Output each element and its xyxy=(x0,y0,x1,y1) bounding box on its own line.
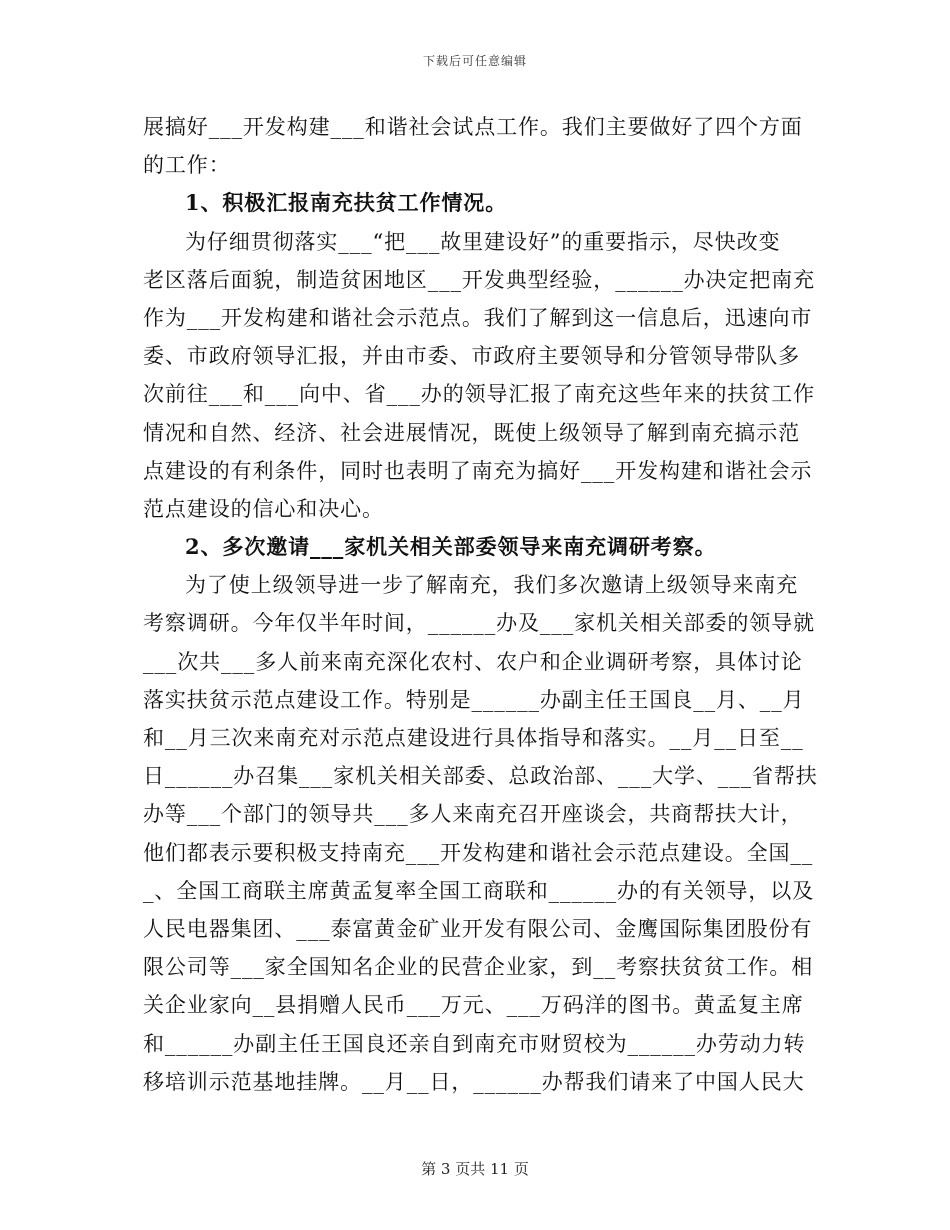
paragraph-start: 为仔细贯彻落实___“把___故里建设好”的重要指示，尽快改变 xyxy=(185,229,781,254)
body-line: 委、市政府领导汇报，并由市委、市政府主要领导和分管领导带队多 xyxy=(143,344,800,369)
body-line: 作为___开发构建和谐社会示范点。我们了解到这一信息后，迅速向市 xyxy=(143,305,813,330)
body-line: 和______办副主任王国良还亲自到南充市财贸校为______办劳动力转 xyxy=(143,1031,806,1056)
body-line: 情况和自然、经济、社会进展情况，既使上级领导了解到南充搞示范 xyxy=(143,420,800,445)
body-line: 关企业家向__县捐赠人民币___万元、___万码洋的图书。黄孟复主席 xyxy=(143,993,804,1018)
body-line: 考察调研。今年仅半年时间，______办及___家机关相关部委的领导就 xyxy=(143,611,815,636)
body-line: 日______办召集___家机关相关部委、总政治部、___大学、___省帮扶 xyxy=(143,764,818,789)
section-heading-1: 1、积极汇报南充扶贫工作情况。 xyxy=(185,190,508,216)
body-line: 老区落后面貌，制造贫困地区___开发典型经验，______办决定把南充 xyxy=(143,267,815,292)
body-line: ___次共___多人前来南充深化农村、农户和企业调研考察，具体讨论 xyxy=(143,649,803,674)
paragraph-start: 为了使上级领导进一步了解南充，我们多次邀请上级领导来南充 xyxy=(185,573,799,598)
body-line: 落实扶贫示范点建设工作。特别是______办副主任王国良__月、__月 xyxy=(143,687,805,712)
body-line: 和__月三次来南充对示范点建设进行具体指导和落实。__月__日至__ xyxy=(143,726,804,750)
body-line: 范点建设的信心和决心。 xyxy=(143,496,384,521)
body-line: 展搞好___开发构建___和谐社会试点工作。我们主要做好了四个方面 xyxy=(143,115,803,139)
page-number: 第 3 页共 11 页 xyxy=(421,1160,529,1178)
document-body xyxy=(143,108,818,1101)
body-line: 的工作： xyxy=(143,153,231,178)
body-line: 人民电器集团、___泰富黄金矿业开发有限公司、金鹰国际集团股份有 xyxy=(143,916,813,941)
page-header: 下载后可任意编辑 xyxy=(422,54,527,68)
body-line: 点建设的有利条件，同时也表明了南充为搞好___开发构建和谐社会示 xyxy=(143,458,813,483)
section-heading-2: 2、多次邀请___家机关相关部委领导来南充调研考察。 xyxy=(185,534,717,560)
body-line: 他们都表示要积极支持南充___开发构建和谐社会示范点建设。全国__ xyxy=(143,840,814,865)
body-line: 移培训示范基地挂牌。__月__日，______办帮我们请来了中国人民大 xyxy=(143,1069,805,1094)
body-line: 办等___个部门的领导共___多人来南充召开座谈会，共商帮扶大计， xyxy=(143,802,803,827)
body-line: _、全国工商联主席黄孟复率全国工商联和______办的有关领导，以及 xyxy=(143,878,815,903)
body-line: 限公司等___家全国知名企业的民营企业家，到__考察扶贫贫工作。相 xyxy=(143,955,814,980)
body-line: 次前往___和___向中、省___办的领导汇报了南充这些年来的扶贫工作 xyxy=(143,382,815,407)
